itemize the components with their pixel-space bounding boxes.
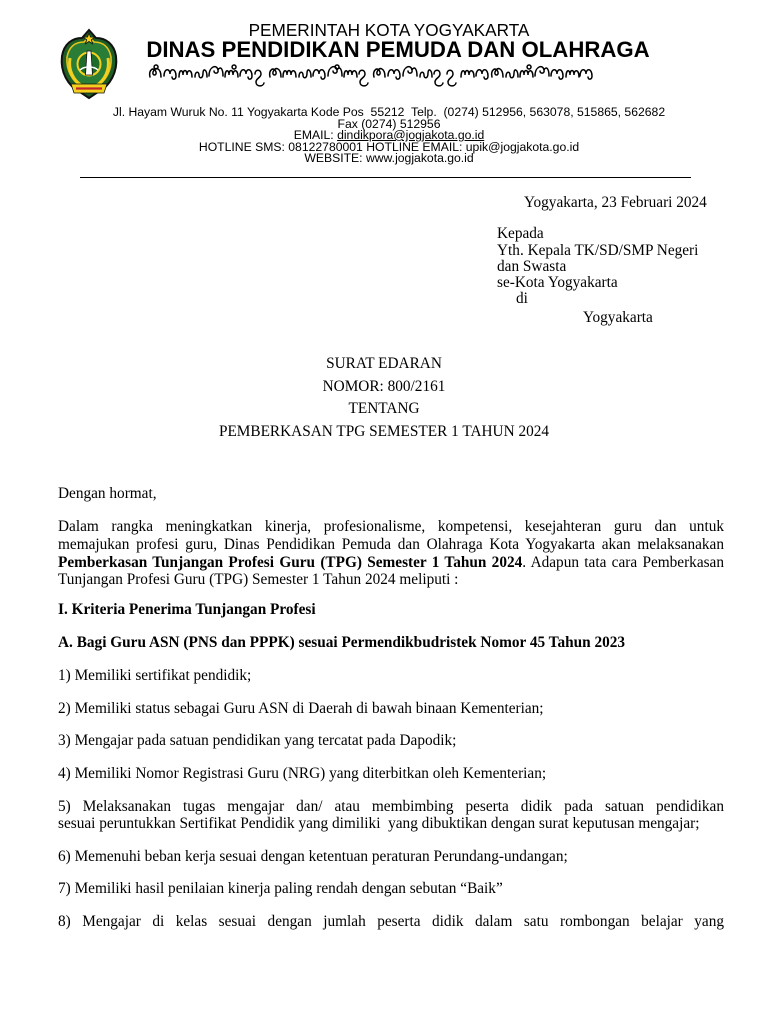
agency-name: DINAS PENDIDIKAN PEMUDA DAN OLAHRAGA [146, 37, 650, 62]
intro-line: Tunjangan Profesi Guru (TPG) Semester 1 Tahun 2024 meliputi : [58, 571, 459, 588]
government-name: PEMERINTAH KOTA YOGYAKARTA [248, 20, 530, 40]
website-line: WEBSITE: www.jogjakota.go.id [304, 151, 474, 165]
section-heading: I. Kriteria Penerima Tunjangan Profesi [58, 601, 316, 618]
letter-date: Yogyakarta, 23 Februari 2024 [524, 194, 707, 211]
criteria-item: 6) Memenuhi beban kerja sesuai dengan ketentuan peraturan Perundang-undangan; [58, 848, 568, 865]
letter-subject: PEMBERKASAN TPG SEMESTER 1 TAHUN 2024 [218, 423, 550, 440]
intro-line: Dalam rangka meningkatkan kinerja, profesionalisme, kompetensi, kesejahteran guru dan untuk [58, 518, 724, 535]
intro-bold-phrase: Pemberkasan Tunjangan Profesi Guru (TPG) Semester 1 Tahun 2024 [58, 554, 523, 571]
salutation: Dengan hormat, [58, 485, 157, 502]
javanese-script-icon [148, 62, 594, 94]
criteria-item: 8) Mengajar di kelas sesuai dengan jumlah peserta didik dalam satu rombongan belajar yang [58, 913, 724, 930]
letter-number: NOMOR: 800/2161 [322, 378, 446, 395]
recipient-di: di [516, 290, 528, 307]
about-label: TENTANG [348, 400, 420, 417]
address-line: Jl. Hayam Wuruk No. 11 Yogyakarta Kode Pos 55212 Telp. (0274) 512956, 563078, 515865, 562682 [112, 105, 666, 119]
criteria-item-continuation: sesuai peruntukkan Sertifikat Pendidik yang dimiliki yang dibuktikan dengan surat keputusan mengajar; [58, 815, 700, 832]
recipient-line: se-Kota Yogyakarta [497, 274, 618, 291]
criteria-item: 7) Memiliki hasil penilaian kinerja paling rendah dengan sebutan “Baik” [58, 880, 503, 897]
recipient-place: Yogyakarta [583, 309, 653, 326]
subsection-heading: A. Bagi Guru ASN (PNS dan PPPK) sesuai Permendikbudristek Nomor 45 Tahun 2023 [58, 634, 626, 651]
criteria-item: 3) Mengajar pada satuan pendidikan yang tercatat pada Dapodik; [58, 732, 457, 749]
letterhead-divider [80, 177, 691, 178]
intro-line: memajukan profesi guru, Dinas Pendidikan Pemuda dan Olahraga Kota Yogyakarta akan melaksanakan [58, 536, 724, 553]
recipient-line: dan Swasta [497, 258, 567, 275]
criteria-item: 5) Melaksanakan tugas mengajar dan/ atau membimbing peserta didik pada satuan pendidikan [58, 798, 724, 815]
intro-line [58, 554, 724, 572]
recipient-line: Yth. Kepala TK/SD/SMP Negeri [497, 242, 699, 259]
criteria-item: 1) Memiliki sertifikat pendidik; [58, 667, 252, 684]
hotline-line: HOTLINE SMS: 08122780001 HOTLINE EMAIL: upik@jogjakota.go.id [198, 139, 580, 154]
recipient-line: Kepada [497, 225, 544, 242]
criteria-item: 4) Memiliki Nomor Registrasi Guru (NRG) yang diterbitkan oleh Kementerian; [58, 765, 547, 782]
criteria-item: 2) Memiliki status sebagai Guru ASN di Daerah di bawah binaan Kementerian; [58, 700, 544, 717]
intro-text: . Adapun tata cara Pemberkasan [522, 554, 724, 571]
email-link[interactable]: dindikpora@jogjakota.go.id [337, 128, 485, 142]
email-label: EMAIL: [293, 128, 338, 142]
fax-line: Fax (0274) 512956 [337, 116, 441, 131]
letter-type: SURAT EDARAN [326, 355, 442, 372]
